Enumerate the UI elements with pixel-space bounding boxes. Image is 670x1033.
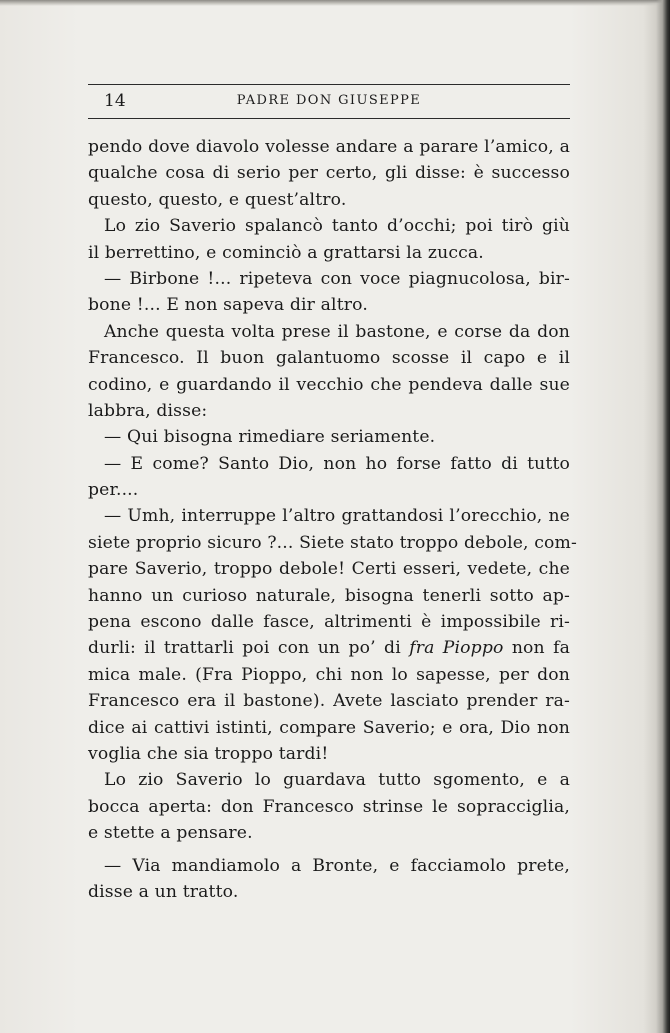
header-rule-bottom: [88, 118, 570, 119]
italic-phrase: fra Pioppo: [409, 638, 504, 659]
text-line: hanno un curioso naturale, bisogna tenerli sotto ap-: [88, 585, 570, 606]
text-segment: non fa: [511, 638, 570, 659]
text-line: — Via mandiamolo a Bronte, e facciamolo prete,: [104, 855, 570, 876]
text-line: e stette a pensare.: [88, 823, 253, 844]
text-line: — Birbone !... ripeteva con voce piagnucolosa, bir-: [104, 268, 570, 289]
text-line: bocca aperta: don Francesco strinse le sopracciglia,: [88, 796, 570, 817]
text-line-mixed: [88, 635, 570, 661]
running-title: PADRE DON GIUSEPPE: [236, 93, 422, 108]
header-rule-top: [88, 84, 570, 85]
page-right-edge-shadow: [656, 0, 670, 1033]
text-line: mica male. (Fra Pioppo, chi non lo sapesse, per don: [88, 664, 570, 685]
text-line: Lo zio Saverio spalancò tanto d’occhi; poi tirò giù: [104, 216, 570, 237]
text-line: pare Saverio, troppo debole! Certi esseri, vedete, che: [88, 559, 570, 580]
text-line: — E come? Santo Dio, non ho forse fatto di tutto: [104, 453, 570, 474]
text-line: qualche cosa di serio per certo, gli disse: è successo: [88, 163, 570, 184]
text-line: dice ai cattivi istinti, compare Saverio; e ora, Dio non: [88, 717, 570, 738]
text-segment: durli: il trattarli poi con un po’ di: [88, 638, 401, 659]
body-text: [88, 134, 577, 905]
text-line: voglia che sia troppo tardi!: [88, 743, 329, 764]
page-top-edge: [0, 0, 670, 6]
text-line: Francesco era il bastone). Avete lasciato prender ra-: [88, 691, 570, 712]
text-line: il berrettino, e cominciò a grattarsi la zucca.: [88, 242, 484, 263]
text-line: — Qui bisogna rimediare seriamente.: [104, 427, 436, 448]
text-line: codino, e guardando il vecchio che pendeva dalle sue: [88, 374, 570, 395]
text-line: disse a un tratto.: [88, 881, 239, 902]
page-number: 14: [104, 91, 126, 111]
text-line: Lo zio Saverio lo guardava tutto sgomento, e a: [104, 770, 570, 791]
text-line: questo, questo, e quest’altro.: [88, 189, 347, 210]
text-line: siete proprio sicuro ?... Siete stato troppo debole, com-: [88, 532, 577, 553]
text-line: pena escono dalle fasce, altrimenti è impossibile ri-: [88, 612, 570, 633]
text-line: pendo dove diavolo volesse andare a parare l’amico, a: [88, 137, 570, 157]
text-line: Francesco. Il buon galantuomo scosse il capo e il: [88, 348, 570, 369]
text-line: bone !... E non sapeva dir altro.: [88, 295, 368, 316]
text-line: labbra, disse:: [88, 400, 208, 421]
page-header: [88, 80, 570, 124]
text-line: — Umh, interruppe l’altro grattandosi l’orecchio, ne: [104, 506, 570, 527]
text-line: per....: [88, 480, 139, 501]
text-line: Anche questa volta prese il bastone, e corse da don: [104, 321, 570, 342]
